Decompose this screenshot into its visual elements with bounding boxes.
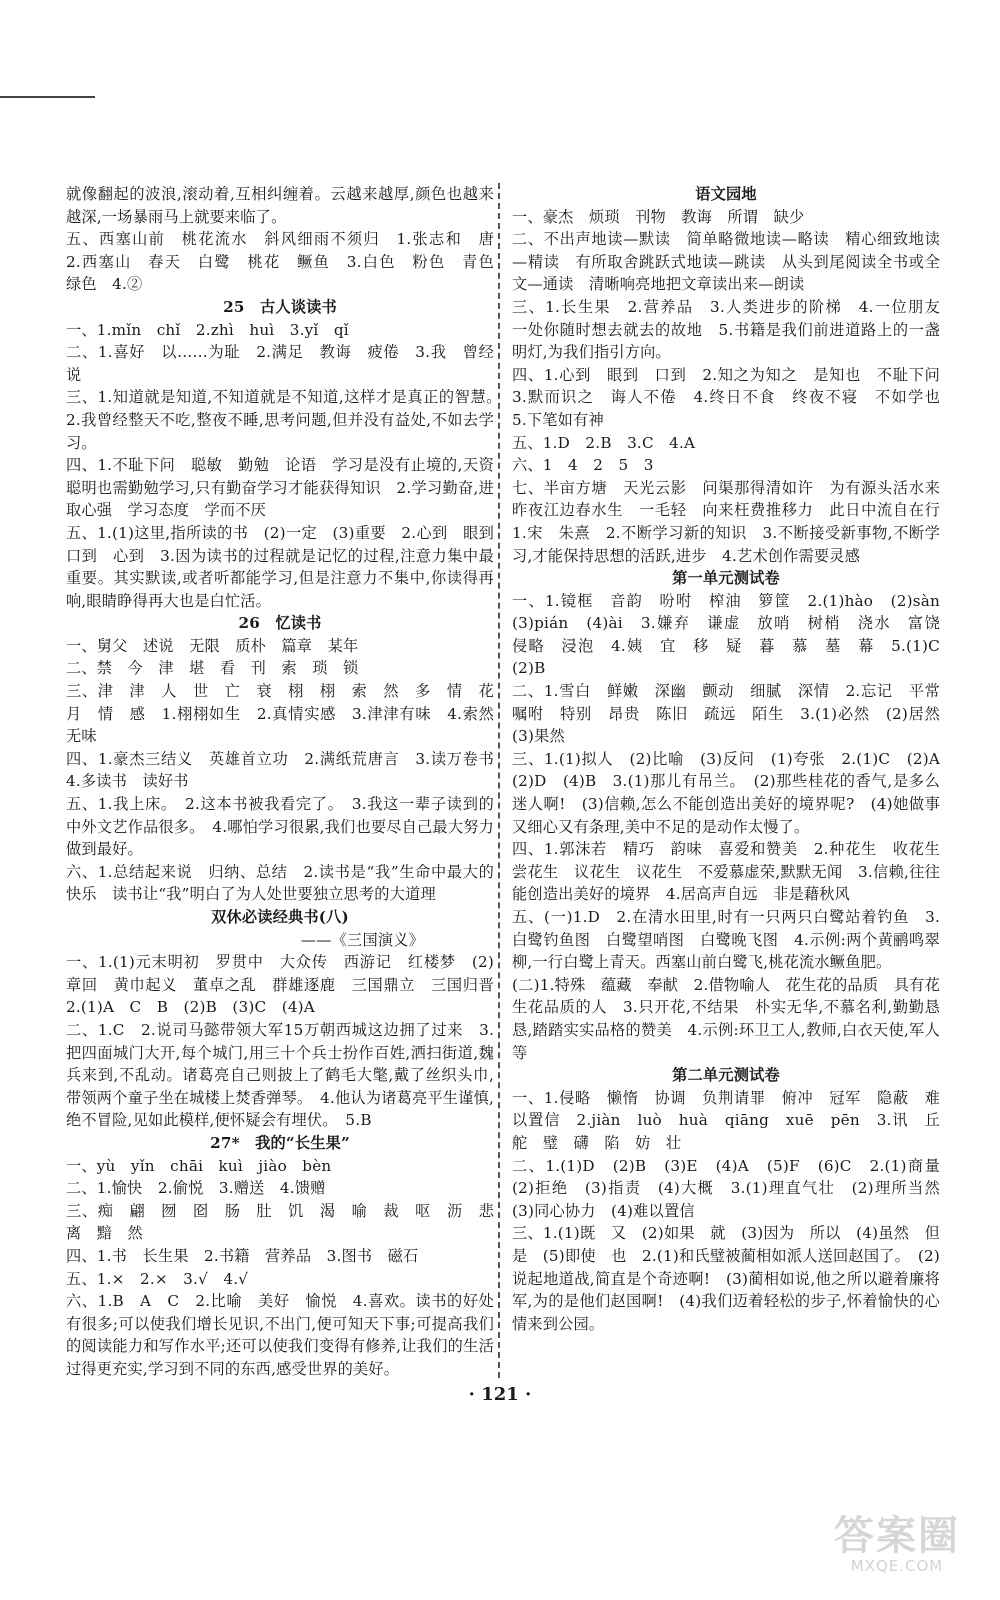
answer-paragraph: 就像翻起的波浪,滚动着,互相纠缠着。云越来越厚,颜色也越来越深,一场暴雨马上就要来临了。 — [66, 185, 494, 226]
answer-paragraph: 七、半亩方塘 天光云影 问渠那得清如许 为有源头活水来 昨夜江边春水生 一毛轻 向来枉费推移力 此日中流自在行 1.宋 朱熹 2.不断学习新的知识 3.不断接受新事物,不断学习,才能保持思想的活跃,进步 4.艺术创作需要灵感 — [512, 478, 956, 565]
answer-paragraph: 二、1.C 2.说司马懿带领大军15万朝西城这边拥了过来 3.把四面城门大开,每个城门,用三十个兵士扮作百姓,洒扫街道,魏兵来到,不乱动。诸葛亮自己则披上了鹤毛大氅,戴了丝织头巾,带领两个童子坐在城楼上焚香弹琴。 4.他认为诸葛亮平生谨慎,绝不冒险,见如此模样,便怀疑会有埋伏。 5.B — [66, 1020, 494, 1130]
column-divider — [498, 183, 500, 1378]
section-subtitle: ——《三国演义》 — [300, 930, 424, 949]
answer-paragraph: 一、1.mǐn chǐ 2.zhì huì 3.yǐ qǐ — [66, 320, 349, 339]
answer-paragraph: 三、津 津 人 世 亡 衰 栩 栩 索 然 多 情 花 月 情 感 1.栩栩如生 2.真情实感 3.津津有味 4.索然无味 — [66, 682, 510, 746]
answer-paragraph: 六、1 4 2 5 3 — [512, 456, 654, 475]
answer-paragraph: 五、西塞山前 桃花流水 斜风细雨不须归 1.张志和 唐 2.西塞山 春天 白鹭 桃花 鳜鱼 3.白色 粉色 青色 绿色 4.② — [66, 230, 510, 294]
answer-paragraph: 四、1.郭沫若 精巧 韵味 喜爱和赞美 2.种花生 收花生 尝花生 议花生 议花生 不爱慕虚荣,默默无闻 3.信赖,往往能创造出美好的境界 4.居高声自远 非是藉秋风 — [512, 840, 956, 904]
section-heading: 26 忆读书 — [238, 614, 322, 633]
answer-paragraph: 一、yù yǐn chāi kuì jiào bèn — [66, 1156, 332, 1175]
answer-paragraph: 三、1.长生果 2.营养品 3.人类进步的阶梯 4.一位朋友 一处你随时想去就去的故地 5.书籍是我们前进道路上的一盏明灯,为我们指引方向。 — [512, 297, 956, 362]
answer-paragraph: 五、(一)1.D 2.在清水田里,时有一只两只白鹭站着钓鱼 3.白鹭钓鱼图 白鹭望哨图 白鹭晚飞图 4.示例:两个黄鹂鸣翠柳,一行白鹭上青天。西塞山前白鹭飞,桃花流水鳜鱼肥。 — [512, 908, 940, 972]
section-heading: 第一单元测试卷 — [672, 569, 780, 588]
section-heading: 第二单元测试卷 — [672, 1066, 780, 1085]
answer-paragraph: 五、1.D 2.B 3.C 4.A — [512, 433, 696, 452]
answer-paragraph: 三、1.知道就是知道,不知道就是不知道,这样才是真正的智慧。 2.我曾经整天不吃,整夜不睡,思考问题,但并没有益处,不如去学习。 — [66, 388, 510, 452]
left-answer-column — [66, 183, 510, 1380]
answer-paragraph: 六、1.B A C 2.比喻 美好 愉悦 4.喜欢。读书的好处有很多;可以使我们增长见识,不出门,便可知天下事;可提高我们的阅读能力和写作水平;还可以使我们变得有修养,让我们的生活过得更充实,学习到不同的东西,感受世界的美好。 — [66, 1292, 494, 1378]
watermark-sub-text: MXQE.COM — [850, 1557, 944, 1575]
answer-paragraph: 一、豪杰 烦琐 刊物 教诲 所谓 缺少 — [512, 207, 805, 226]
section-heading: 双休必读经典书(八) — [211, 908, 349, 926]
section-heading: 语文园地 — [695, 185, 757, 203]
answer-paragraph: 三、1.(1)既 又 (2)如果 就 (3)因为 所以 (4)虽然 但是 (5)即使 也 2.(1)和氏璧被蔺相如派人送回赵国了。 (2)说起地道战,简直是个奇迹啊! (3)蔺相如说,他之所以避着廉将军,为的是他们赵国啊! (4)我们迈着轻松的步子,怀着愉快的心情来到公园。 — [512, 1224, 940, 1333]
answer-paragraph: 四、1.豪杰三结义 英雄首立功 2.满纸荒唐言 3.读万卷书 4.多读书 读好书 — [66, 749, 510, 791]
answer-paragraph: 二、不出声地读—默读 简单略微地读—略读 精心细致地读—精读 有所取舍跳跃式地读—跳读 从头到尾阅读全书或全文—通读 清晰响亮地把文章读出来—朗读 — [512, 230, 940, 294]
answer-paragraph: 二、1.愉快 2.偷悦 3.赠送 4.馈赠 — [66, 1179, 326, 1198]
page-number: · 121 · — [468, 1384, 532, 1405]
answer-paragraph: 五、1.(1)这里,指所读的书 (2)一定 (3)重要 2.心到 眼到 口到 心到 3.因为读书的过程就是记忆的过程,注意力集中最重要。其实默读,或者听都能学习,但是注意力不集中,你读得再响,眼睛睁得再大也是白忙活。 — [66, 523, 510, 610]
answer-paragraph: 二、1.喜好 以……为耻 2.满足 教诲 疲倦 3.我 曾经 说 — [66, 343, 510, 384]
answer-paragraph: 五、1.× 2.× 3.√ 4.√ — [66, 1269, 249, 1288]
answer-paragraph: 一、1.镜框 音韵 吩咐 榨油 箩筐 2.(1)hào (2)sàn (3)pián (4)ài 3.嫌弃 谦虚 放哨 树梢 浇水 富饶 侵略 浸泡 4.姨 宜 移 疑 暮 慕 墓 幕 5.(1)C (2)B — [512, 591, 956, 678]
answer-paragraph: 一、舅父 述说 无限 质朴 篇章 某年 — [66, 636, 359, 655]
watermark-main-text: 答案圈 — [834, 1513, 960, 1559]
answer-paragraph: 二、1.雪白 鲜嫩 深幽 颤动 细腻 深情 2.忘记 平常 嘱咐 特别 昂贵 陈旧 疏远 陌生 3.(1)必然 (2)居然 (3)果然 — [512, 682, 956, 746]
answer-paragraph: 三、1.(1)拟人 (2)比喻 (3)反问 (1)夸张 2.(1)C (2)A (2)D (4)B 3.(1)那儿有吊兰。 (2)那些桂花的香气,是多么迷人啊! (3)信赖,怎么不能创造出美好的境界呢? (4)她做事又细心又有条理,美中不足的是动作太慢了。 — [512, 749, 956, 836]
section-heading: 27* 我的“长生果” — [210, 1133, 350, 1152]
answer-paragraph: 一、1.(1)元末明初 罗贯中 大众传 西游记 红楼梦 (2)章回 黄巾起义 董卓之乱 群雄逐鹿 三国鼎立 三国归晋 2.(1)A C B (2)B (3)C (4)A — [66, 953, 510, 1017]
answer-paragraph: 三、痴 翩 囫 囵 肠 肚 饥 渴 喻 裁 呕 沥 悲 离 黯 然 — [66, 1201, 510, 1243]
answer-paragraph: 四、1.心到 眼到 口到 2.知之为知之 是知也 不耻下问 3.默而识之 诲人不倦 4.终日不食 终夜不寝 不如学也 5.下笔如有神 — [512, 365, 956, 429]
right-answer-column — [512, 183, 956, 1335]
top-rule — [0, 96, 95, 98]
watermark-logo — [812, 1514, 982, 1576]
answer-paragraph: 四、1.不耻下问 聪敏 勤勉 论语 学习是没有止境的,天资聪明也需勤勉学习,只有勤奋学习才能获得知识 2.学习勤奋,进取心强 学习态度 学而不厌 — [66, 456, 494, 520]
answer-paragraph: 二、1.(1)D (2)B (3)E (4)A (5)F (6)C 2.(1)商量 (2)拒绝 (3)指责 (4)大概 3.(1)理直气壮 (2)理所当然 (3)同心协力 (4)难以置信 — [512, 1156, 956, 1220]
section-heading: 25 古人谈读书 — [223, 297, 337, 316]
answer-paragraph: (二)1.特殊 蕴藏 奉献 2.借物喻人 花生花的品质 具有花生花品质的人 3.只开花,不结果 朴实无华,不慕名利,勤勤恳恳,踏踏实实品格的赞美 4.示例:环卫工人,教师,白衣天使,军人等 — [512, 975, 940, 1062]
answer-paragraph: 二、禁 今 津 堪 看 刊 索 琐 锁 — [66, 659, 359, 678]
answer-paragraph: 五、1.我上床。 2.这本书被我看完了。 3.我这一辈子读到的中外文艺作品很多。 4.哪怕学习很累,我们也要尽自己最大努力做到最好。 — [66, 795, 494, 859]
answer-paragraph: 六、1.总结起来说 归纳、总结 2.读书是“我”生命中最大的快乐 读书让“我”明白了为人处世要独立思考的大道理 — [66, 862, 494, 904]
answer-paragraph: 四、1.书 长生果 2.书籍 营养品 3.图书 磁石 — [66, 1246, 419, 1265]
answer-paragraph: 一、1.侵略 懒惰 协调 负荆请罪 俯冲 冠军 隐蔽 难以置信 2.jiàn luò huà qiāng xuē pēn 3.讯 丘 舵 璧 礴 陷 妨 壮 — [512, 1088, 956, 1152]
